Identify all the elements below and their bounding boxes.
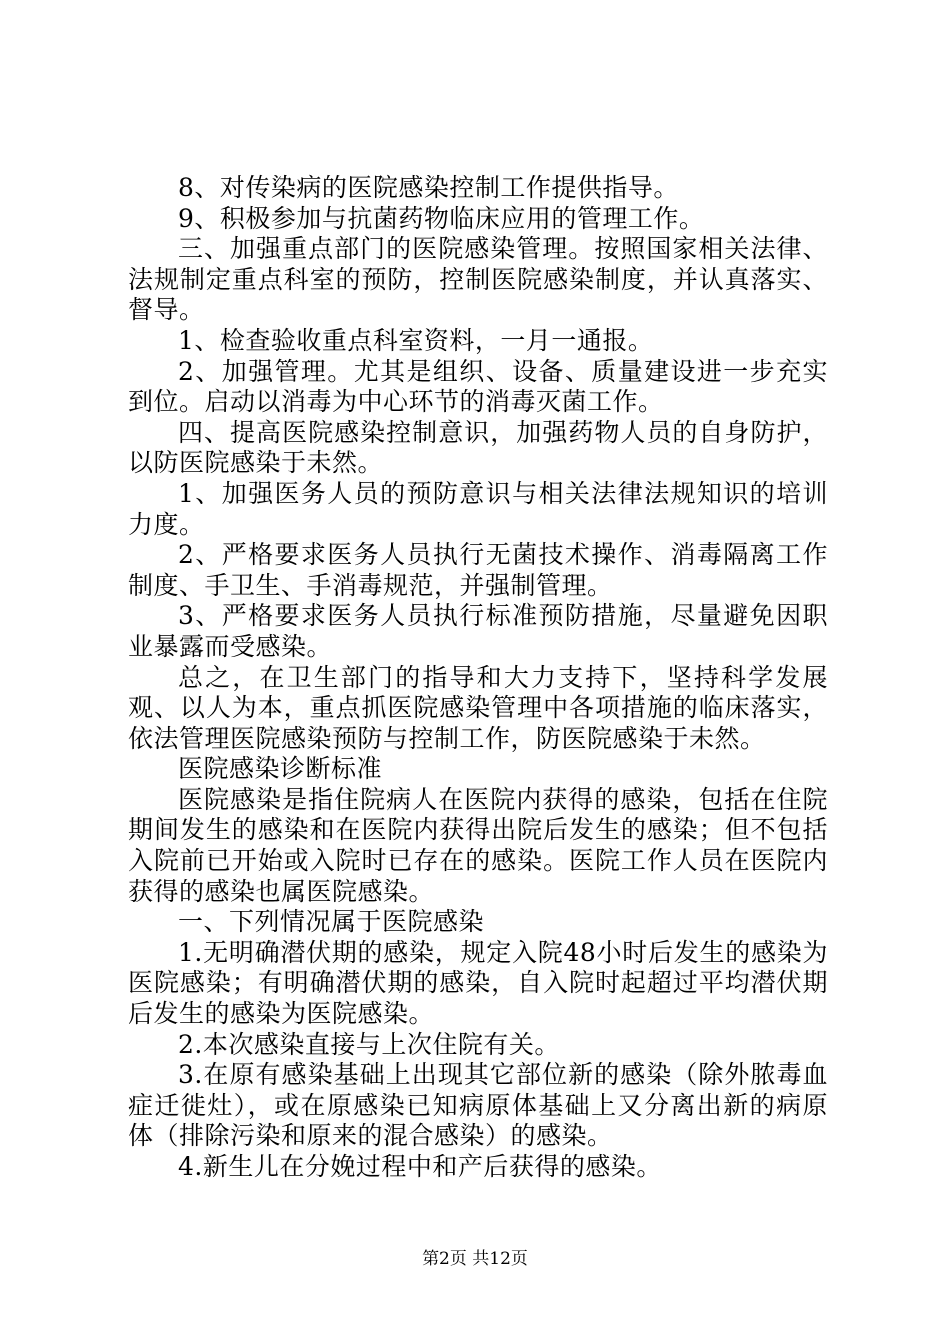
section-four-heading: 四、提高医院感染控制意识，加强药物人员的自身防护，以防医院感染于未然。 (128, 417, 828, 478)
paragraph-criteria-item-4: 4.新生儿在分娩过程中和产后获得的感染。 (178, 1152, 662, 1181)
paragraph-summary: 总之，在卫生部门的指导和大力支持下，坚持科学发展观、以人为本，重点抓医院感染管理中各项措施的临床落实，依法管理医院感染预防与控制工作，防医院感染于未然。 (128, 662, 828, 753)
page-number-footer: 第2页 共12页 (422, 1249, 528, 1269)
paragraph-item-9: 9、积极参加与抗菌药物临床应用的管理工作。 (178, 203, 705, 233)
paragraph-item-8: 8、对传染病的医院感染控制工作提供指导。 (178, 173, 679, 202)
section-three-heading: 三、加强重点部门的医院感染管理。按照国家相关法律、法规制定重点科室的预防，控制医院感染制度，并认真落实、督导。 (128, 234, 828, 325)
paragraph-section-four-item-1: 1、加强医务人员的预防意识与相关法律法规知识的培训力度。 (128, 478, 828, 539)
paragraph-section-three-item-2: 2、加强管理。尤其是组织、设备、质量建设进一步充实到位。启动以消毒为中心环节的消毒灭菌工作。 (128, 356, 828, 417)
paragraph-definition: 医院感染是指住院病人在医院内获得的感染，包括在住院期间发生的感染和在医院内获得出院后发生的感染；但不包括入院前已开始或入院时已存在的感染。医院工作人员在医院内获得的感染也属医院感染。 (128, 784, 828, 906)
section-title-diagnosis-criteria: 医院感染诊断标准 (178, 754, 383, 784)
paragraph-criteria-item-2: 2.本次感染直接与上次住院有关。 (178, 1029, 560, 1059)
paragraph-section-four-item-3: 3、严格要求医务人员执行标准预防措施，尽量避免因职业暴露而受感染。 (128, 601, 828, 661)
paragraph-section-four-item-2: 2、严格要求医务人员执行无菌技术操作、消毒隔离工作制度、手卫生、手消毒规范，并强制管理。 (128, 540, 828, 600)
document-body (128, 173, 828, 1183)
subsection-heading-one: 一、下列情况属于医院感染 (178, 907, 485, 937)
paragraph-section-three-item-1: 1、检查验收重点科室资料，一月一通报。 (178, 325, 654, 355)
paragraph-criteria-item-1: 1.无明确潜伏期的感染，规定入院48小时后发生的感染为医院感染；有明确潜伏期的感染，自入院时起超过平均潜伏期后发生的感染为医院感染。 (128, 937, 828, 1029)
paragraph-criteria-item-3: 3.在原有感染基础上出现其它部位新的感染（除外脓毒血症迁徙灶），或在原感染已知病原体基础上又分离出新的病原体（排除污染和原来的混合感染）的感染。 (128, 1060, 828, 1151)
